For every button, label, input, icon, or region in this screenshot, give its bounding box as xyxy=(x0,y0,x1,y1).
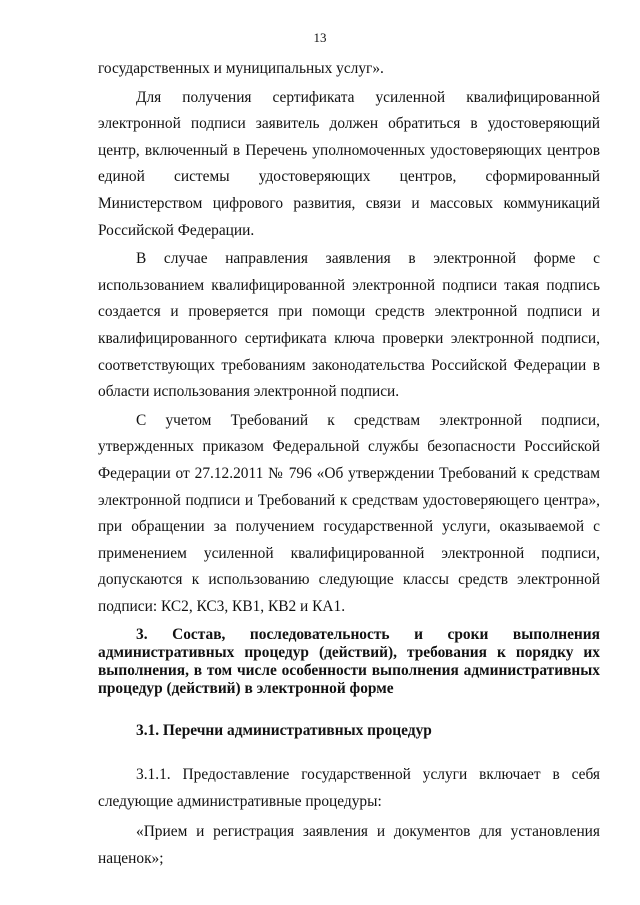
section-heading-3-1: 3.1. Перечни административных процедур xyxy=(136,721,432,739)
paragraph-electronic-form: В случае направления заявления в электронной форме с использованием квалифицированной электронной подписи такая подпись создается и проверяется при помощи средств электронной подписи и квалифицированного сертификата ключа проверки электронной подписи, соответствующих требованиям законодательства Российской Федерации в области использования электронной подписи. xyxy=(98,250,600,401)
paragraph-certificate: Для получения сертификата усиленной квалифицированной электронной подписи заявитель должен обратиться в удостоверяющий центр, включенный в Перечень уполномоченных удостоверяющих центров единой системы удостоверяющих центров, сформированный Министерством цифрового развития, связи и массовых коммуникаций Российской Федерации. xyxy=(98,88,600,239)
paragraph-3-1-1: 3.1.1. Предоставление государственной услуги включает в себя следующие административные процедуры: xyxy=(98,766,600,810)
paragraph-requirements: С учетом Требований к средствам электронной подписи, утвержденных приказом Федеральной службы безопасности Российской Федерации от 27.12.2011 № 796 «Об утверждении Требований к средствам электронной подписи и Требований к средствам удостоверяющего центра», при обращении за получением государственной услуги, оказываемой с применением усиленной квалифицированной электронной подписи, допускаются к использованию следующие классы средств электронной подписи: КС2, КС3, КВ1, КВ2 и КА1. xyxy=(98,411,600,615)
page-number: 13 xyxy=(313,30,327,45)
paragraph-continuation: государственных и муниципальных услуг». xyxy=(98,60,384,77)
section-heading-3: 3. Состав, последовательность и сроки выполнения административных процедур (действий), требования к порядку их выполнения, в том числе особенности выполнения административных процедур (действий) в электронной форме xyxy=(98,626,600,697)
document-body xyxy=(98,56,600,873)
paragraph-procedure-item: «Прием и регистрация заявления и документов для установления наценок»; xyxy=(98,823,600,868)
